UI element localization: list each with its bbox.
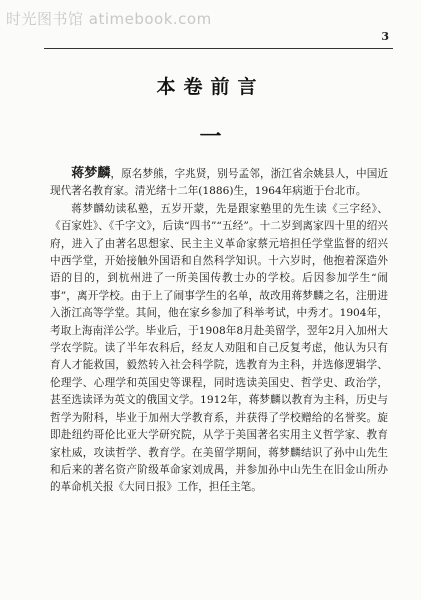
paragraph — [50, 201, 388, 497]
chapter-title: 本卷前言 — [156, 76, 265, 98]
header-rule — [44, 48, 393, 49]
paragraph-text: ，原名梦熊，字兆贤，别号孟邻，浙江省余姚县人，中国近现代著名教育家。清光绪十二年(1886)生，1964年病逝于台北市。 — [50, 168, 388, 198]
page-number: 3 — [381, 30, 389, 43]
watermark: 时光图书馆 atimebook.com — [6, 10, 212, 28]
section-number: 一 — [199, 124, 222, 150]
person-name: 蒋梦麟 — [71, 166, 111, 181]
paragraph — [50, 165, 388, 201]
body-text — [50, 165, 388, 497]
paragraph-text: 蒋梦麟幼读私塾，五岁开蒙，先是跟家塾里的先生读《三字经》、《百家姓》、《千字文》，后读“四书”“五经”。十二岁到离家四十里的绍兴府，进入了由著名思想家、民主主义革命家蔡元培担任学堂监督的绍兴中西学堂，开始接触外国语和自然科学知识。十六岁时，他抱着深造外语的目的，到杭州进了一所美国传教士办的学校。后因参加学生“闹事”，离开学校。由于上了闹事学生的名单，故改用蒋梦麟之名，注册进入浙江高等学堂。其间，他在家乡参加了科举考试，中秀才。1904年，考取上海南洋公学。毕业后，于1908年8月赴美留学，翌年2月入加州大学农学院。读了半年农科后，经友人劝阻和自己反复考虑，他认为只有育人才能救国，毅然转入社会科学院，选教育为主科，并选修逻辑学、伦理学、心理学和英国史等课程，同时选读美国史、哲学史、政治学，甚至选读译为英文的俄国文学。1912年，蒋梦麟以教育为主科，历史与哲学为附科，毕业于加州大学教育系，并获得了学校赠给的名誉奖。旋即赴纽约哥伦比亚大学研究院，从学于美国著名实用主义哲学家、教育家杜威，攻读哲学、教育学。在美留学期间，蒋梦麟结识了孙中山先生和后来的著名资产阶级革命家刘成禺，并参加孙中山先生在旧金山所办的革命机关报《大同日报》工作，担任主笔。 — [50, 202, 388, 494]
